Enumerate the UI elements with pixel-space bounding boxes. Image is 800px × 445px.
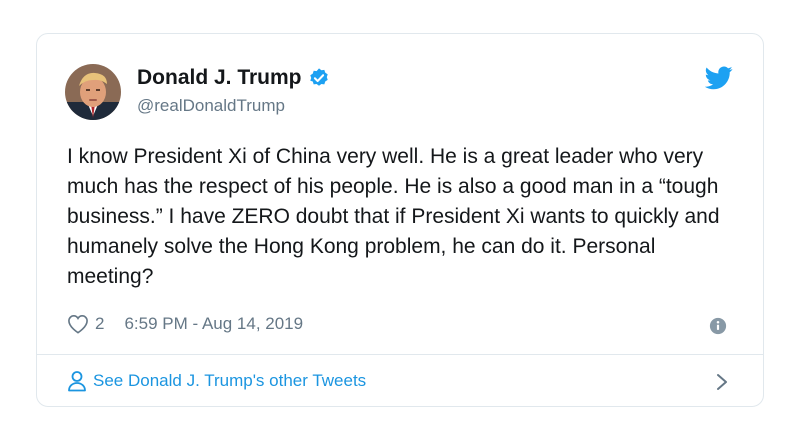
embedded-tweet-card bbox=[36, 33, 764, 407]
author-name-row bbox=[137, 66, 330, 90]
chevron-right-icon[interactable] bbox=[715, 372, 729, 392]
avatar[interactable] bbox=[65, 64, 121, 120]
author-handle[interactable]: @realDonaldTrump bbox=[137, 96, 285, 115]
divider bbox=[37, 354, 763, 355]
heart-icon[interactable] bbox=[67, 314, 89, 334]
info-icon[interactable] bbox=[709, 317, 727, 335]
twitter-bird-icon[interactable] bbox=[705, 66, 733, 90]
like-count[interactable]: 2 bbox=[95, 314, 105, 333]
avatar-image bbox=[65, 64, 121, 120]
tweet-text: I know President Xi of China very well. He is a great leader who very much has the respect of his people. He is also a good man in a “tough business.” I have ZERO doubt that if President Xi wants to quickly and humanely solve the Hong Kong problem, he can do it. Personal meeting? bbox=[67, 145, 720, 288]
tweet-timestamp[interactable]: 6:59 PM - Aug 14, 2019 bbox=[124, 314, 304, 333]
person-icon bbox=[67, 370, 87, 392]
verified-badge-icon bbox=[308, 67, 330, 89]
other-tweets-link-label[interactable]: See Donald J. Trump's other Tweets bbox=[93, 371, 367, 390]
tweet-meta bbox=[67, 314, 303, 334]
other-tweets-link[interactable] bbox=[67, 370, 366, 392]
author-name[interactable]: Donald J. Trump bbox=[137, 66, 302, 89]
